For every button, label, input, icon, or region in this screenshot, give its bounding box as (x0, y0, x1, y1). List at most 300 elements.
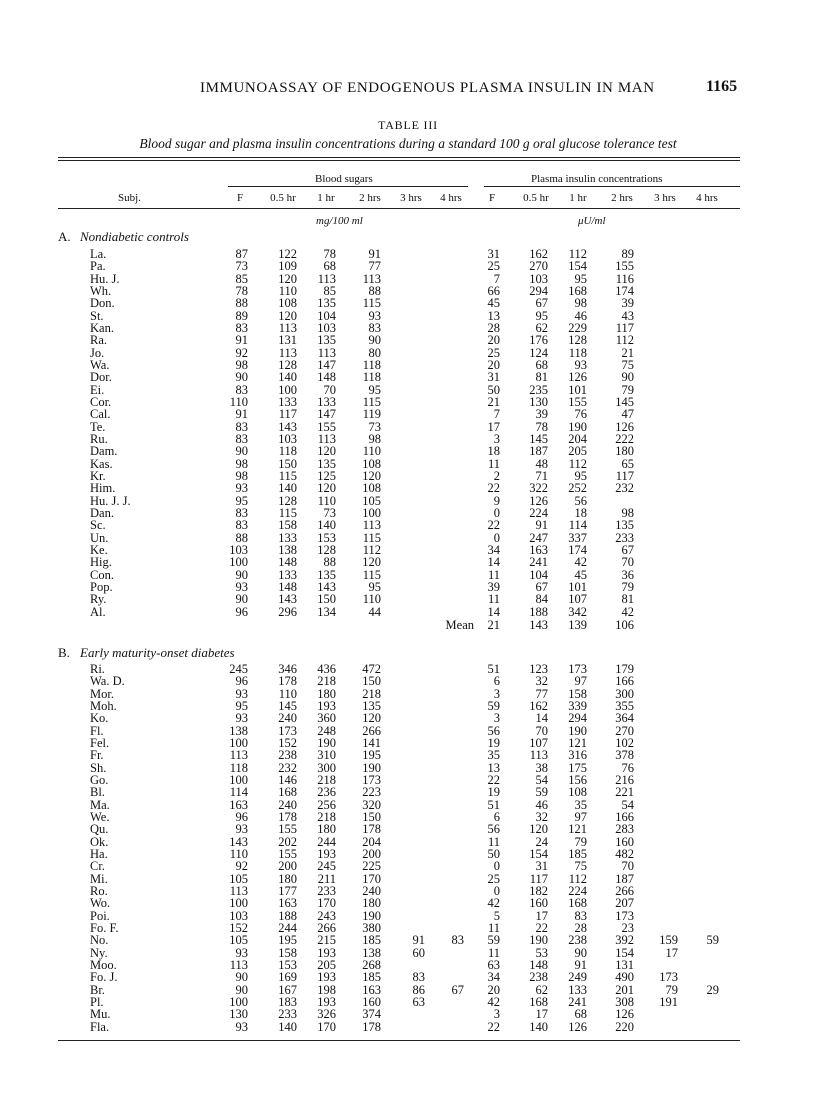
value-cell: 374 (362, 1007, 381, 1022)
value-cell: 117 (278, 407, 297, 422)
value-cell: 107 (529, 735, 548, 750)
value-cell: 190 (317, 735, 336, 750)
value-cell: 173 (362, 772, 381, 787)
value-cell: 3 (493, 431, 500, 446)
value-cell: 170 (317, 1019, 336, 1034)
table-row (0, 836, 816, 848)
value-cell: 126 (529, 493, 548, 508)
value-cell: 116 (615, 271, 634, 286)
value-cell: 6 (493, 674, 500, 689)
value-cell: 241 (529, 555, 548, 570)
value-cell: 308 (615, 994, 634, 1009)
value-cell: 76 (574, 407, 587, 422)
value-cell: 378 (615, 748, 634, 763)
value-cell: 88 (235, 296, 248, 311)
value-cell: 238 (278, 748, 297, 763)
value-cell: 0 (493, 883, 500, 898)
table-row (0, 811, 816, 823)
value-cell: 143 (278, 419, 297, 434)
value-cell: 201 (615, 982, 634, 997)
value-cell: 79 (574, 834, 587, 849)
value-cell: 22 (487, 1019, 500, 1034)
value-cell: 178 (362, 822, 381, 837)
table-row (0, 786, 816, 798)
value-cell: 392 (615, 933, 634, 948)
table-row (0, 384, 816, 396)
value-cell: 346 (278, 662, 297, 676)
value-cell: 28 (487, 320, 500, 335)
table-row (0, 260, 816, 272)
value-cell: 118 (362, 370, 381, 385)
value-cell: 169 (278, 970, 297, 985)
value-cell: 168 (568, 283, 587, 298)
value-cell: 118 (229, 760, 248, 775)
value-cell: 93 (235, 481, 248, 496)
value-cell: 44 (368, 604, 381, 619)
value-cell: 143 (317, 579, 336, 594)
value-cell: 215 (317, 933, 336, 948)
value-cell: 110 (278, 686, 297, 701)
value-cell: 83 (235, 505, 248, 520)
value-cell: 120 (362, 555, 381, 570)
value-cell: 59 (706, 933, 719, 948)
value-cell: 236 (317, 785, 336, 800)
value-cell: 70 (621, 859, 634, 874)
value-cell: 83 (235, 419, 248, 434)
value-cell: 155 (278, 846, 297, 861)
value-cell: 147 (317, 407, 336, 422)
table-row (0, 947, 816, 959)
table-row (0, 470, 816, 482)
subject-cell: Wo. (90, 896, 111, 911)
table-row (0, 285, 816, 297)
value-cell: 112 (568, 456, 587, 471)
value-cell: 90 (235, 592, 248, 607)
value-cell: 122 (278, 247, 297, 261)
value-cell: 11 (487, 567, 500, 582)
value-cell: 73 (323, 505, 336, 520)
table-row (0, 273, 816, 285)
table-row (0, 823, 816, 835)
subject-cell: St. (90, 308, 104, 323)
value-cell: 103 (529, 271, 548, 286)
value-cell: 193 (317, 994, 336, 1009)
value-cell: 141 (362, 735, 381, 750)
column-header: 4 hrs (696, 192, 718, 204)
value-cell: 180 (362, 896, 381, 911)
value-cell: 238 (568, 933, 587, 948)
value-cell: 20 (487, 333, 500, 348)
subject-cell: Cal. (90, 407, 111, 422)
value-cell: 79 (621, 579, 634, 594)
value-cell: 128 (568, 333, 587, 348)
subject-cell: Hu. J. (90, 271, 120, 286)
value-cell: 3 (493, 686, 500, 701)
value-cell: 160 (362, 994, 381, 1009)
value-cell: 283 (615, 822, 634, 837)
value-cell: 207 (615, 896, 634, 911)
value-cell: 96 (235, 809, 248, 824)
value-cell: 117 (615, 320, 634, 335)
value-cell: 190 (568, 723, 587, 738)
value-cell: 112 (568, 247, 587, 261)
value-cell: 360 (317, 711, 336, 726)
value-cell: 198 (317, 982, 336, 997)
value-cell: 100 (229, 896, 248, 911)
value-cell: 232 (278, 760, 297, 775)
value-cell: 90 (235, 970, 248, 985)
value-cell: 112 (615, 333, 634, 348)
subject-cell: Don. (90, 296, 115, 311)
value-cell: 105 (229, 933, 248, 948)
blood-units: mg/100 ml (316, 215, 363, 227)
value-cell: 117 (615, 468, 634, 483)
value-cell: 5 (493, 908, 500, 923)
subject-cell: Kas. (90, 456, 113, 471)
value-cell: 128 (278, 493, 297, 508)
subject-cell: Ny. (90, 945, 108, 960)
value-cell: 18 (574, 505, 587, 520)
value-cell: 11 (487, 920, 500, 935)
table-row (0, 737, 816, 749)
table-row (0, 860, 816, 872)
subject-cell: Qu. (90, 822, 109, 837)
section-name: Early maturity-onset diabetes (80, 645, 235, 660)
value-cell: 218 (317, 809, 336, 824)
value-cell: 216 (615, 772, 634, 787)
value-cell: 245 (229, 662, 248, 676)
value-cell: 13 (487, 308, 500, 323)
value-cell: 2 (493, 468, 500, 483)
value-cell: 88 (368, 283, 381, 298)
value-cell: 310 (317, 748, 336, 763)
value-cell: 11 (487, 592, 500, 607)
table-row (0, 675, 816, 687)
value-cell: 166 (615, 674, 634, 689)
value-cell: 87 (235, 247, 248, 261)
value-cell: 91 (574, 957, 587, 972)
value-cell: 50 (487, 846, 500, 861)
table-caption: Blood sugar and plasma insulin concentrations during a standard 100 g oral glucose tolerance test (139, 136, 677, 151)
value-cell: 101 (568, 382, 587, 397)
value-cell: 120 (278, 271, 297, 286)
value-cell: 32 (535, 674, 548, 689)
value-cell: 11 (487, 834, 500, 849)
value-cell: 182 (529, 883, 548, 898)
value-cell: 83 (412, 970, 425, 985)
value-cell: 158 (568, 686, 587, 701)
value-cell: 95 (235, 493, 248, 508)
value-cell: 39 (535, 407, 548, 422)
value-cell: 98 (621, 505, 634, 520)
value-cell: 90 (235, 982, 248, 997)
value-cell: 229 (568, 320, 587, 335)
value-cell: 300 (615, 686, 634, 701)
value-cell: 23 (621, 920, 634, 935)
value-cell: 268 (362, 957, 381, 972)
value-cell: 47 (621, 407, 634, 422)
value-cell: 54 (535, 772, 548, 787)
table-row (0, 749, 816, 761)
subject-cell: Ko. (90, 711, 109, 726)
value-cell: 77 (368, 259, 381, 274)
value-cell: 160 (529, 896, 548, 911)
header-bottom-rule (58, 208, 740, 209)
blood-sugars-header: Blood sugars (315, 173, 373, 185)
subject-cell: Wa. D. (90, 674, 125, 689)
value-cell: 108 (278, 296, 297, 311)
value-cell: 153 (317, 530, 336, 545)
value-cell: 85 (235, 271, 248, 286)
table-row (0, 910, 816, 922)
value-cell: 156 (568, 772, 587, 787)
value-cell: 6 (493, 809, 500, 824)
value-cell: 59 (535, 785, 548, 800)
value-cell: 193 (317, 698, 336, 713)
value-cell: 225 (362, 859, 381, 874)
insulin-underline (484, 186, 740, 187)
value-cell: 110 (229, 846, 248, 861)
subject-cell: Fr. (90, 748, 104, 763)
value-cell: 24 (535, 834, 548, 849)
value-cell: 155 (615, 259, 634, 274)
value-cell: 294 (529, 283, 548, 298)
value-cell: 3 (493, 711, 500, 726)
value-cell: 145 (615, 394, 634, 409)
value-cell: 270 (615, 723, 634, 738)
running-title: IMMUNOASSAY OF ENDOGENOUS PLASMA INSULIN IN MAN (200, 80, 655, 96)
value-cell: 83 (574, 908, 587, 923)
value-cell: 190 (362, 760, 381, 775)
mean-label: Mean (445, 617, 474, 632)
value-cell: 120 (317, 481, 336, 496)
subject-cell: Dan. (90, 505, 114, 520)
value-cell: 73 (235, 259, 248, 274)
value-cell: 115 (362, 567, 381, 582)
value-cell: 73 (368, 419, 381, 434)
value-cell: 46 (535, 797, 548, 812)
value-cell: 177 (278, 883, 297, 898)
value-cell: 95 (368, 579, 381, 594)
value-cell: 266 (317, 920, 336, 935)
table-row (0, 873, 816, 885)
value-cell: 185 (568, 846, 587, 861)
value-cell: 154 (615, 945, 634, 960)
value-cell: 204 (568, 431, 587, 446)
value-cell: 42 (621, 604, 634, 619)
value-cell: 243 (317, 908, 336, 923)
mean-value: 143 (529, 617, 548, 632)
subject-cell: Te. (90, 419, 106, 434)
subject-cell: Ei. (90, 382, 105, 397)
value-cell: 135 (317, 296, 336, 311)
table-row (0, 458, 816, 470)
table-row (0, 421, 816, 433)
column-header: 0.5 hr (523, 192, 549, 204)
value-cell: 96 (235, 604, 248, 619)
value-cell: 218 (362, 686, 381, 701)
value-cell: 232 (615, 481, 634, 496)
subject-cell: Dor. (90, 370, 112, 385)
subject-cell: Hu. J. J. (90, 493, 131, 508)
value-cell: 42 (574, 555, 587, 570)
table-row (0, 971, 816, 983)
value-cell: 34 (487, 542, 500, 557)
column-header: 1 hr (317, 192, 335, 204)
value-cell: 342 (568, 604, 587, 619)
table-row (0, 799, 816, 811)
value-cell: 62 (535, 320, 548, 335)
value-cell: 59 (487, 698, 500, 713)
value-cell: 98 (235, 468, 248, 483)
value-cell: 81 (535, 370, 548, 385)
value-cell: 131 (278, 333, 297, 348)
value-cell: 126 (615, 1007, 634, 1022)
value-cell: 113 (362, 271, 381, 286)
value-cell: 130 (229, 1007, 248, 1022)
value-cell: 17 (535, 1007, 548, 1022)
value-cell: 150 (278, 456, 297, 471)
value-cell: 180 (278, 871, 297, 886)
subject-cell: Ru. (90, 431, 108, 446)
value-cell: 65 (621, 456, 634, 471)
value-cell: 173 (615, 908, 634, 923)
value-cell: 316 (568, 748, 587, 763)
value-cell: 138 (229, 723, 248, 738)
value-cell: 193 (317, 846, 336, 861)
value-cell: 104 (317, 308, 336, 323)
value-cell: 108 (568, 785, 587, 800)
value-cell: 43 (621, 308, 634, 323)
mean-value: 139 (568, 617, 587, 632)
subject-cell: Pa. (90, 259, 106, 274)
value-cell: 133 (278, 567, 297, 582)
value-cell: 9 (493, 493, 500, 508)
value-cell: 101 (568, 579, 587, 594)
value-cell: 153 (278, 957, 297, 972)
section-name: Nondiabetic controls (80, 229, 189, 244)
table-row (0, 433, 816, 445)
value-cell: 83 (235, 382, 248, 397)
table-row (0, 408, 816, 420)
value-cell: 204 (362, 834, 381, 849)
value-cell: 19 (487, 785, 500, 800)
column-header: 3 hrs (400, 192, 422, 204)
table-row (0, 569, 816, 581)
value-cell: 39 (621, 296, 634, 311)
value-cell: 100 (362, 505, 381, 520)
subject-cell: Con. (90, 567, 114, 582)
table-row (0, 396, 816, 408)
value-cell: 83 (451, 933, 464, 948)
value-cell: 31 (487, 370, 500, 385)
value-cell: 247 (529, 530, 548, 545)
subject-cell: Mi. (90, 871, 108, 886)
value-cell: 98 (235, 357, 248, 372)
section-letter: A. (58, 229, 71, 244)
value-cell: 83 (235, 320, 248, 335)
value-cell: 90 (235, 567, 248, 582)
value-cell: 135 (317, 333, 336, 348)
value-cell: 84 (535, 592, 548, 607)
value-cell: 90 (368, 333, 381, 348)
value-cell: 120 (362, 468, 381, 483)
value-cell: 109 (278, 259, 297, 274)
value-cell: 148 (529, 957, 548, 972)
value-cell: 245 (317, 859, 336, 874)
value-cell: 235 (529, 382, 548, 397)
value-cell: 131 (615, 957, 634, 972)
value-cell: 145 (278, 698, 297, 713)
value-cell: 178 (278, 809, 297, 824)
value-cell: 174 (615, 283, 634, 298)
value-cell: 126 (568, 370, 587, 385)
table-row (0, 322, 816, 334)
value-cell: 147 (317, 357, 336, 372)
value-cell: 118 (568, 345, 587, 360)
value-cell: 75 (621, 357, 634, 372)
value-cell: 218 (317, 772, 336, 787)
value-cell: 180 (317, 822, 336, 837)
value-cell: 168 (529, 994, 548, 1009)
value-cell: 89 (621, 247, 634, 261)
value-cell: 42 (487, 994, 500, 1009)
subject-cell: Ke. (90, 542, 108, 557)
value-cell: 113 (229, 957, 248, 972)
value-cell: 7 (493, 271, 500, 286)
value-cell: 270 (529, 259, 548, 274)
value-cell: 54 (621, 797, 634, 812)
value-cell: 248 (317, 723, 336, 738)
value-cell: 150 (362, 809, 381, 824)
value-cell: 91 (368, 247, 381, 261)
value-cell: 22 (487, 772, 500, 787)
table-row (0, 774, 816, 786)
subject-cell: Fo. J. (90, 970, 118, 985)
value-cell: 113 (229, 748, 248, 763)
table-bottom-rule (58, 1040, 740, 1041)
subject-cell: Ri. (90, 662, 105, 676)
value-cell: 93 (235, 822, 248, 837)
table-row (0, 725, 816, 737)
value-cell: 78 (535, 419, 548, 434)
subject-cell: Fla. (90, 1019, 110, 1034)
value-cell: 158 (278, 945, 297, 960)
value-cell: 79 (665, 982, 678, 997)
value-cell: 135 (317, 567, 336, 582)
table-row (0, 1021, 816, 1033)
value-cell: 148 (317, 370, 336, 385)
value-cell: 218 (317, 674, 336, 689)
value-cell: 14 (487, 604, 500, 619)
subject-cell: Jo. (90, 345, 105, 360)
value-cell: 14 (535, 711, 548, 726)
value-cell: 92 (235, 859, 248, 874)
value-cell: 105 (229, 871, 248, 886)
value-cell: 146 (278, 772, 297, 787)
value-cell: 91 (235, 407, 248, 422)
value-cell: 67 (535, 579, 548, 594)
value-cell: 133 (278, 394, 297, 409)
value-cell: 238 (529, 970, 548, 985)
subject-cell: La. (90, 247, 107, 261)
value-cell: 296 (278, 604, 297, 619)
table-row (0, 310, 816, 322)
value-cell: 78 (323, 247, 336, 261)
value-cell: 135 (362, 698, 381, 713)
table-top-rule-double (58, 160, 740, 161)
value-cell: 195 (362, 748, 381, 763)
